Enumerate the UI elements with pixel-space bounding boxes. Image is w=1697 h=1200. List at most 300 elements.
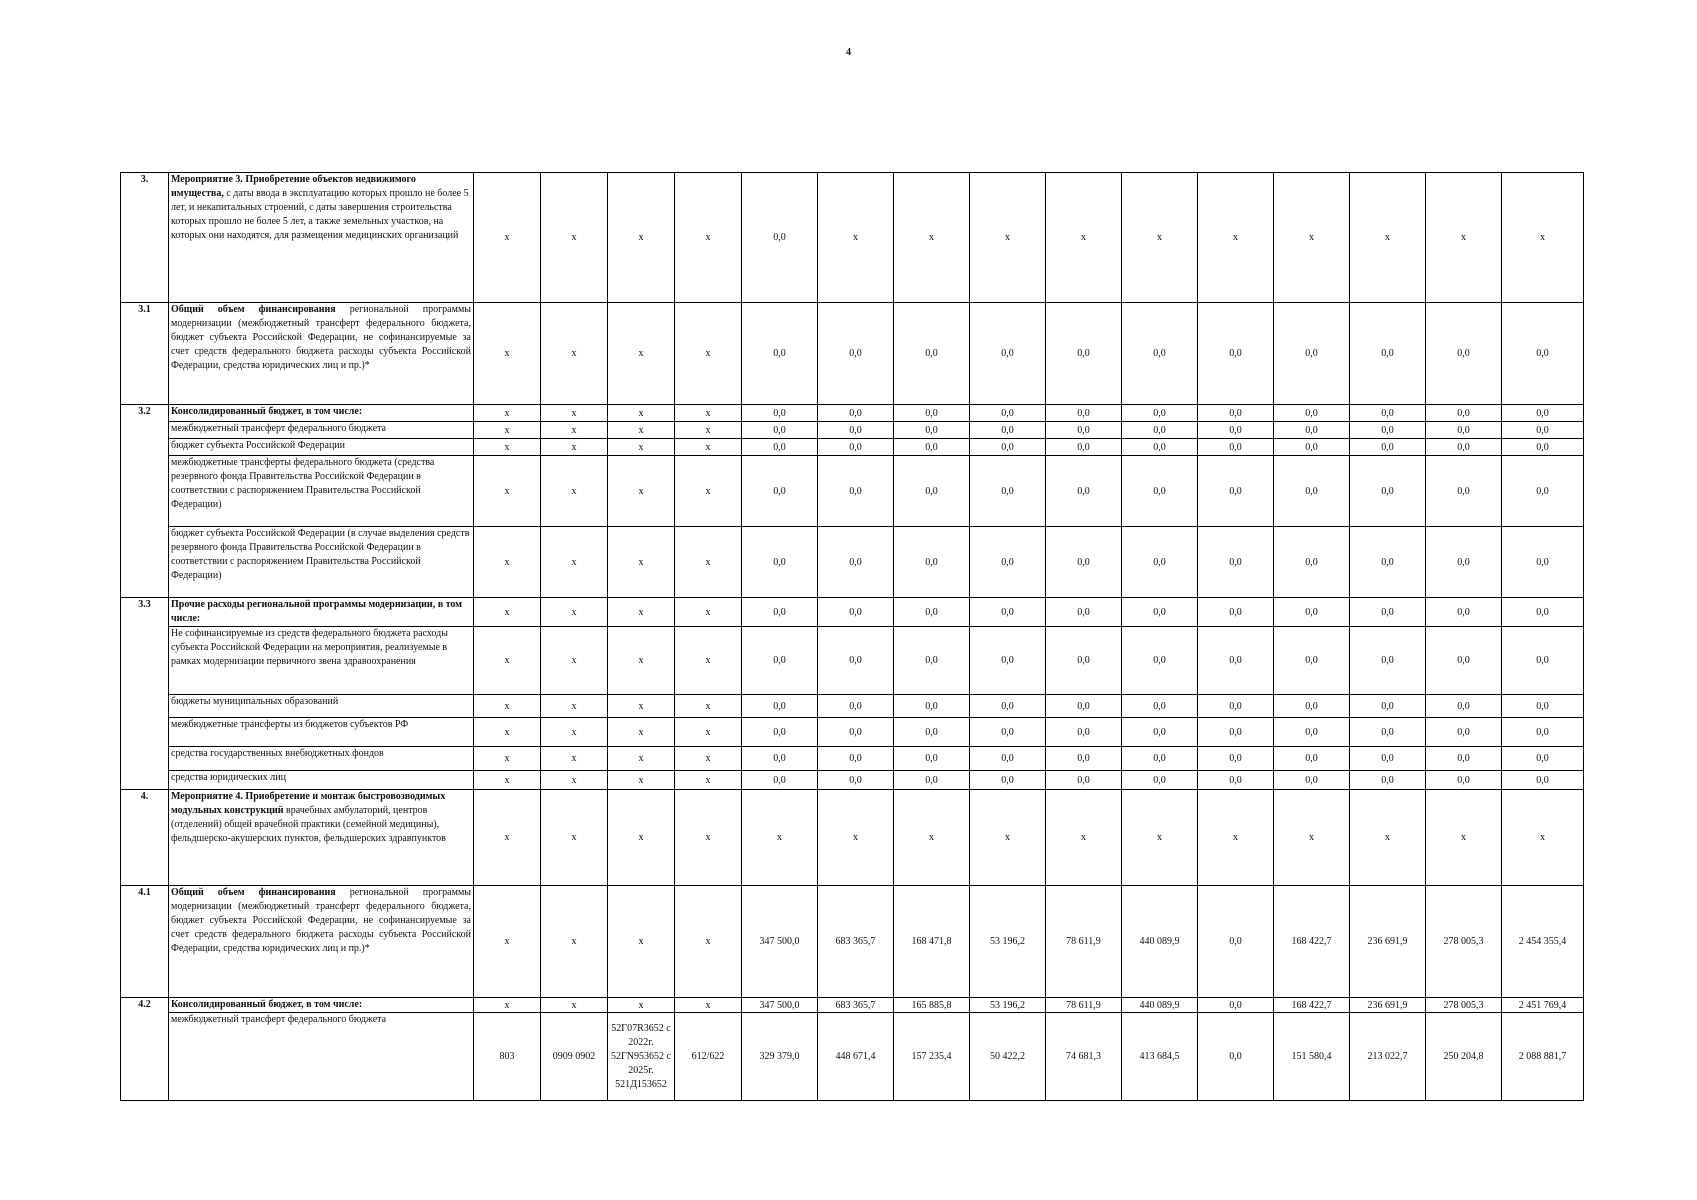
value-cell: 0,0: [1426, 439, 1502, 456]
value-cell: x: [541, 456, 608, 527]
value-cell: 0,0: [1502, 695, 1584, 718]
value-cell: 347 500,0: [742, 998, 818, 1013]
value-cell: 0,0: [818, 627, 894, 695]
value-cell: 0,0: [1122, 422, 1198, 439]
value-cell: 0,0: [894, 527, 970, 598]
value-cell: 0,0: [894, 456, 970, 527]
value-cell: 0,0: [1274, 627, 1350, 695]
value-cell: 0,0: [1198, 998, 1274, 1013]
value-cell: x: [541, 527, 608, 598]
value-cell: x: [675, 718, 742, 747]
value-cell: x: [541, 422, 608, 439]
value-cell: 0,0: [1502, 718, 1584, 747]
value-cell: 0,0: [894, 405, 970, 422]
value-cell: x: [474, 718, 541, 747]
value-cell: 0,0: [742, 747, 818, 771]
value-cell: 0,0: [970, 598, 1046, 627]
description-text: бюджет субъекта Российской Федерации: [171, 440, 346, 451]
value-cell: 0,0: [1046, 527, 1122, 598]
value-cell: x: [608, 627, 675, 695]
value-cell: x: [541, 627, 608, 695]
value-cell: 0,0: [1350, 527, 1426, 598]
value-cell: 278 005,3: [1426, 998, 1502, 1013]
value-cell: 168 422,7: [1274, 886, 1350, 998]
value-cell: x: [608, 598, 675, 627]
value-cell: 683 365,7: [818, 886, 894, 998]
row-description: [169, 1013, 474, 1101]
value-cell: 0,0: [894, 422, 970, 439]
value-cell: x: [608, 790, 675, 886]
value-cell: 53 196,2: [970, 998, 1046, 1013]
value-cell: 0,0: [742, 456, 818, 527]
value-cell: 0,0: [1426, 747, 1502, 771]
value-cell: 0,0: [1426, 527, 1502, 598]
value-cell: x: [474, 303, 541, 405]
value-cell: x: [474, 627, 541, 695]
value-cell: x: [1046, 790, 1122, 886]
value-cell: x: [541, 598, 608, 627]
value-cell: 0,0: [1046, 718, 1122, 747]
row-number: 4.1: [121, 886, 169, 998]
value-cell: 50 422,2: [970, 1013, 1046, 1101]
value-cell: 0,0: [1350, 695, 1426, 718]
value-cell: 0,0: [1122, 439, 1198, 456]
row-description: [169, 998, 474, 1013]
value-cell: 0,0: [1046, 456, 1122, 527]
row-description: [169, 173, 474, 303]
value-cell: 0,0: [818, 405, 894, 422]
row-description: [169, 303, 474, 405]
value-cell: 0,0: [1198, 627, 1274, 695]
value-cell: x: [675, 439, 742, 456]
value-cell: 0,0: [1046, 303, 1122, 405]
value-cell: x: [474, 771, 541, 790]
value-cell: x: [1426, 790, 1502, 886]
value-cell: 0,0: [894, 695, 970, 718]
description-bold: Прочие расходы региональной программы модернизации, в том числе:: [171, 599, 462, 624]
description-text: врачебных амбулаторий, центров (отделений) общей врачебной практики (семейной медицины), фельдшерско-акушерских пунктов, фельдшерских здравпунктов: [171, 805, 446, 844]
value-cell: x: [541, 718, 608, 747]
value-cell: 0,0: [1198, 405, 1274, 422]
value-cell: 0,0: [1350, 439, 1426, 456]
value-cell: x: [608, 422, 675, 439]
description-bold: Консолидированный бюджет, в том числе:: [171, 406, 363, 417]
value-cell: 0,0: [970, 695, 1046, 718]
value-cell: 0,0: [1502, 439, 1584, 456]
value-cell: 0,0: [1426, 405, 1502, 422]
value-cell: 0,0: [742, 598, 818, 627]
value-cell: x: [675, 303, 742, 405]
row-description: [169, 456, 474, 527]
description-bold: Общий объем финансирования: [171, 304, 336, 315]
value-cell: x: [474, 405, 541, 422]
value-cell: 0,0: [1198, 422, 1274, 439]
value-cell: 0,0: [1350, 422, 1426, 439]
value-cell: 2 451 769,4: [1502, 998, 1584, 1013]
value-cell: 52Г07R3652 с 2022г. 52ГN953652 с 2025г. 521Д153652: [608, 1013, 675, 1101]
value-cell: 0,0: [970, 422, 1046, 439]
value-cell: 0,0: [818, 456, 894, 527]
value-cell: x: [474, 456, 541, 527]
value-cell: 0,0: [1198, 456, 1274, 527]
value-cell: 0,0: [1198, 771, 1274, 790]
value-cell: x: [608, 456, 675, 527]
value-cell: 0,0: [1274, 771, 1350, 790]
table-row: [121, 886, 1584, 998]
value-cell: x: [818, 790, 894, 886]
value-cell: 0,0: [1046, 695, 1122, 718]
value-cell: 236 691,9: [1350, 998, 1426, 1013]
value-cell: 0,0: [1274, 695, 1350, 718]
value-cell: 0,0: [818, 439, 894, 456]
value-cell: x: [1274, 173, 1350, 303]
value-cell: 53 196,2: [970, 886, 1046, 998]
budget-table: [120, 172, 1584, 1101]
value-cell: 0,0: [1426, 627, 1502, 695]
value-cell: 0,0: [970, 527, 1046, 598]
value-cell: x: [608, 771, 675, 790]
value-cell: 0,0: [1502, 405, 1584, 422]
value-cell: x: [608, 173, 675, 303]
row-description: [169, 790, 474, 886]
row-description: [169, 439, 474, 456]
value-cell: 0,0: [1198, 439, 1274, 456]
value-cell: x: [675, 527, 742, 598]
description-text: средства государственных внебюджетных фондов: [171, 748, 384, 759]
table-row: [121, 1013, 1584, 1101]
value-cell: 236 691,9: [1350, 886, 1426, 998]
value-cell: 0,0: [818, 422, 894, 439]
value-cell: 0,0: [1350, 405, 1426, 422]
value-cell: 0,0: [742, 303, 818, 405]
value-cell: 0,0: [1122, 405, 1198, 422]
value-cell: 0,0: [818, 718, 894, 747]
row-description: [169, 695, 474, 718]
value-cell: 0,0: [818, 303, 894, 405]
table-row: [121, 405, 1584, 422]
value-cell: 74 681,3: [1046, 1013, 1122, 1101]
value-cell: 0,0: [894, 303, 970, 405]
value-cell: 0,0: [1046, 405, 1122, 422]
value-cell: 213 022,7: [1350, 1013, 1426, 1101]
value-cell: x: [675, 627, 742, 695]
table-row: [121, 456, 1584, 527]
value-cell: 0,0: [818, 747, 894, 771]
description-text: межбюджетные трансферты из бюджетов субъектов РФ: [171, 719, 409, 730]
value-cell: 0,0: [1122, 598, 1198, 627]
value-cell: x: [608, 527, 675, 598]
value-cell: x: [675, 747, 742, 771]
value-cell: 0,0: [1198, 886, 1274, 998]
row-number: 3.: [121, 173, 169, 303]
value-cell: x: [541, 886, 608, 998]
value-cell: x: [1350, 173, 1426, 303]
value-cell: 78 611,9: [1046, 998, 1122, 1013]
value-cell: 0,0: [970, 439, 1046, 456]
value-cell: 683 365,7: [818, 998, 894, 1013]
value-cell: 440 089,9: [1122, 998, 1198, 1013]
value-cell: 0,0: [894, 718, 970, 747]
value-cell: x: [608, 886, 675, 998]
value-cell: 0,0: [742, 422, 818, 439]
value-cell: x: [474, 790, 541, 886]
row-number: 3.3: [121, 598, 169, 790]
value-cell: 0,0: [1122, 303, 1198, 405]
value-cell: x: [675, 456, 742, 527]
value-cell: 413 684,5: [1122, 1013, 1198, 1101]
value-cell: 0,0: [1350, 747, 1426, 771]
table-row: [121, 747, 1584, 771]
table-row: [121, 627, 1584, 695]
value-cell: 0,0: [970, 771, 1046, 790]
value-cell: x: [675, 790, 742, 886]
value-cell: 440 089,9: [1122, 886, 1198, 998]
value-cell: x: [1502, 790, 1584, 886]
value-cell: 0,0: [818, 527, 894, 598]
value-cell: 0,0: [1046, 747, 1122, 771]
value-cell: 0,0: [1122, 627, 1198, 695]
value-cell: x: [474, 439, 541, 456]
value-cell: 0,0: [1122, 695, 1198, 718]
value-cell: 0,0: [742, 405, 818, 422]
value-cell: x: [1198, 790, 1274, 886]
value-cell: x: [474, 695, 541, 718]
value-cell: 0,0: [742, 718, 818, 747]
value-cell: 0,0: [742, 439, 818, 456]
row-description: [169, 718, 474, 747]
value-cell: 0,0: [1046, 422, 1122, 439]
value-cell: 0,0: [970, 405, 1046, 422]
value-cell: 0,0: [1350, 303, 1426, 405]
value-cell: x: [894, 790, 970, 886]
description-bold: Консолидированный бюджет, в том числе:: [171, 999, 363, 1010]
value-cell: 2 454 355,4: [1502, 886, 1584, 998]
value-cell: 0,0: [970, 747, 1046, 771]
table-row: [121, 173, 1584, 303]
value-cell: x: [970, 173, 1046, 303]
value-cell: x: [474, 886, 541, 998]
description-bold: Общий объем финансирования: [171, 887, 336, 898]
description-text: региональной программы модернизации (межбюджетный трансферт федерального бюджета, бюджет субъекта Российской Федерации, не софинансируемые за счет средств федерального бюджета расходы субъекта Российской Федерации, средства юридических лиц и пр.)*: [171, 887, 471, 954]
description-text: межбюджетный трансферт федерального бюджета: [171, 1014, 387, 1025]
description-text: средства юридических лиц: [171, 772, 286, 783]
value-cell: 0,0: [894, 747, 970, 771]
value-cell: x: [474, 422, 541, 439]
value-cell: 0,0: [1502, 747, 1584, 771]
value-cell: 250 204,8: [1426, 1013, 1502, 1101]
value-cell: 0,0: [894, 771, 970, 790]
value-cell: 165 885,8: [894, 998, 970, 1013]
value-cell: 0,0: [1502, 598, 1584, 627]
row-number: 4.: [121, 790, 169, 886]
row-description: [169, 627, 474, 695]
value-cell: x: [541, 747, 608, 771]
value-cell: 0,0: [818, 598, 894, 627]
value-cell: 0,0: [1274, 747, 1350, 771]
value-cell: 0,0: [1350, 771, 1426, 790]
value-cell: x: [1274, 790, 1350, 886]
value-cell: 0,0: [1274, 527, 1350, 598]
value-cell: 347 500,0: [742, 886, 818, 998]
value-cell: x: [1122, 173, 1198, 303]
value-cell: 0,0: [1274, 456, 1350, 527]
value-cell: 0,0: [894, 627, 970, 695]
value-cell: x: [541, 771, 608, 790]
value-cell: 0,0: [1274, 598, 1350, 627]
value-cell: x: [970, 790, 1046, 886]
value-cell: 0,0: [1502, 303, 1584, 405]
value-cell: x: [474, 747, 541, 771]
value-cell: x: [608, 747, 675, 771]
value-cell: 0,0: [1198, 527, 1274, 598]
description-text: межбюджетные трансферты федерального бюджета (средства резервного фонда Правительства Российской Федерации в соответствии с распоряжением Правительства Российской Федерации): [171, 457, 435, 510]
value-cell: x: [541, 695, 608, 718]
value-cell: 0,0: [1274, 422, 1350, 439]
value-cell: x: [608, 695, 675, 718]
value-cell: x: [608, 998, 675, 1013]
value-cell: x: [675, 771, 742, 790]
value-cell: 448 671,4: [818, 1013, 894, 1101]
value-cell: x: [474, 527, 541, 598]
value-cell: 0,0: [1502, 422, 1584, 439]
value-cell: x: [675, 998, 742, 1013]
value-cell: 0,0: [1198, 598, 1274, 627]
row-description: [169, 771, 474, 790]
row-number: 3.2: [121, 405, 169, 598]
value-cell: 0,0: [1274, 303, 1350, 405]
value-cell: 329 379,0: [742, 1013, 818, 1101]
value-cell: x: [474, 598, 541, 627]
table-row: [121, 303, 1584, 405]
value-cell: x: [608, 439, 675, 456]
value-cell: 2 088 881,7: [1502, 1013, 1584, 1101]
value-cell: 0909 0902: [541, 1013, 608, 1101]
description-bold: Мероприятие 3. Приобретение объектов недвижимого имущества,: [171, 174, 416, 199]
value-cell: 0,0: [742, 695, 818, 718]
value-cell: 0,0: [1426, 456, 1502, 527]
description-text: бюджет субъекта Российской Федерации (в случае выделения средств резервного фонда Правительства Российской Федерации в соответствии с распоряжением Правительства Российской Федерации): [171, 528, 470, 581]
value-cell: x: [1426, 173, 1502, 303]
value-cell: 0,0: [1198, 747, 1274, 771]
row-description: [169, 527, 474, 598]
value-cell: 0,0: [1122, 456, 1198, 527]
value-cell: 0,0: [1274, 718, 1350, 747]
value-cell: 0,0: [970, 718, 1046, 747]
value-cell: 0,0: [1426, 303, 1502, 405]
table-row: [121, 718, 1584, 747]
value-cell: 0,0: [970, 627, 1046, 695]
table-row: [121, 790, 1584, 886]
value-cell: 0,0: [1350, 456, 1426, 527]
table-body: [121, 173, 1584, 1101]
row-description: [169, 886, 474, 998]
value-cell: 0,0: [1198, 718, 1274, 747]
value-cell: x: [675, 405, 742, 422]
value-cell: 0,0: [1046, 439, 1122, 456]
page-number: 4: [846, 47, 851, 58]
table-row: [121, 439, 1584, 456]
value-cell: 0,0: [1198, 303, 1274, 405]
value-cell: x: [675, 422, 742, 439]
value-cell: 0,0: [1046, 627, 1122, 695]
value-cell: x: [742, 790, 818, 886]
value-cell: 0,0: [1046, 598, 1122, 627]
value-cell: 0,0: [742, 173, 818, 303]
value-cell: 0,0: [1350, 627, 1426, 695]
value-cell: 78 611,9: [1046, 886, 1122, 998]
value-cell: 0,0: [818, 695, 894, 718]
value-cell: x: [1122, 790, 1198, 886]
value-cell: 0,0: [894, 598, 970, 627]
value-cell: x: [818, 173, 894, 303]
value-cell: 0,0: [1502, 771, 1584, 790]
description-bold: Мероприятие 4. Приобретение и монтаж быстровозводимых модульных конструкций: [171, 791, 446, 816]
value-cell: x: [675, 173, 742, 303]
value-cell: x: [1502, 173, 1584, 303]
description-text: Не софинансируемые из средств федерального бюджета расходы субъекта Российской Федерации на мероприятия, реализуемые в рамках модернизации первичного звена здравоохранения: [171, 628, 448, 667]
value-cell: x: [541, 405, 608, 422]
value-cell: x: [474, 998, 541, 1013]
table-row: [121, 422, 1584, 439]
value-cell: 0,0: [1198, 695, 1274, 718]
description-text: с даты ввода в эксплуатацию которых прошло не более 5 лет, и некапитальных строений, с даты завершения строительства которых прошло не более 5 лет, а также земельных участков, на которых они находятся, для размещения медицинских организаций: [171, 188, 469, 241]
description-text: межбюджетный трансферт федерального бюджета: [171, 423, 387, 434]
table-row: [121, 598, 1584, 627]
row-description: [169, 747, 474, 771]
value-cell: 0,0: [1502, 456, 1584, 527]
value-cell: 0,0: [1350, 718, 1426, 747]
description-text: региональной программы модернизации (межбюджетный трансферт федерального бюджета, бюджет субъекта Российской Федерации, не софинансируемые за счет средств федерального бюджета расходы субъекта Российской Федерации, средства юридических лиц и пр.)*: [171, 304, 471, 371]
value-cell: x: [541, 303, 608, 405]
value-cell: x: [1046, 173, 1122, 303]
table-row: [121, 695, 1584, 718]
value-cell: x: [474, 173, 541, 303]
description-text: бюджеты муниципальных образований: [171, 696, 339, 707]
value-cell: 0,0: [1122, 527, 1198, 598]
row-description: [169, 405, 474, 422]
table-row: [121, 771, 1584, 790]
value-cell: 168 422,7: [1274, 998, 1350, 1013]
value-cell: 0,0: [818, 771, 894, 790]
value-cell: 0,0: [742, 527, 818, 598]
value-cell: 168 471,8: [894, 886, 970, 998]
value-cell: x: [541, 790, 608, 886]
value-cell: 0,0: [742, 627, 818, 695]
value-cell: 0,0: [1274, 439, 1350, 456]
value-cell: x: [608, 718, 675, 747]
value-cell: 157 235,4: [894, 1013, 970, 1101]
value-cell: x: [608, 405, 675, 422]
value-cell: 0,0: [894, 439, 970, 456]
value-cell: 0,0: [970, 456, 1046, 527]
value-cell: 612/622: [675, 1013, 742, 1101]
value-cell: x: [541, 439, 608, 456]
table-row: [121, 998, 1584, 1013]
value-cell: 803: [474, 1013, 541, 1101]
value-cell: 0,0: [742, 771, 818, 790]
row-number: 3.1: [121, 303, 169, 405]
value-cell: 0,0: [1274, 405, 1350, 422]
value-cell: 0,0: [1198, 1013, 1274, 1101]
value-cell: x: [1198, 173, 1274, 303]
value-cell: 0,0: [1502, 627, 1584, 695]
value-cell: x: [541, 998, 608, 1013]
value-cell: 0,0: [1426, 598, 1502, 627]
value-cell: x: [608, 303, 675, 405]
value-cell: 0,0: [1122, 718, 1198, 747]
row-number: 4.2: [121, 998, 169, 1101]
value-cell: 0,0: [1122, 771, 1198, 790]
